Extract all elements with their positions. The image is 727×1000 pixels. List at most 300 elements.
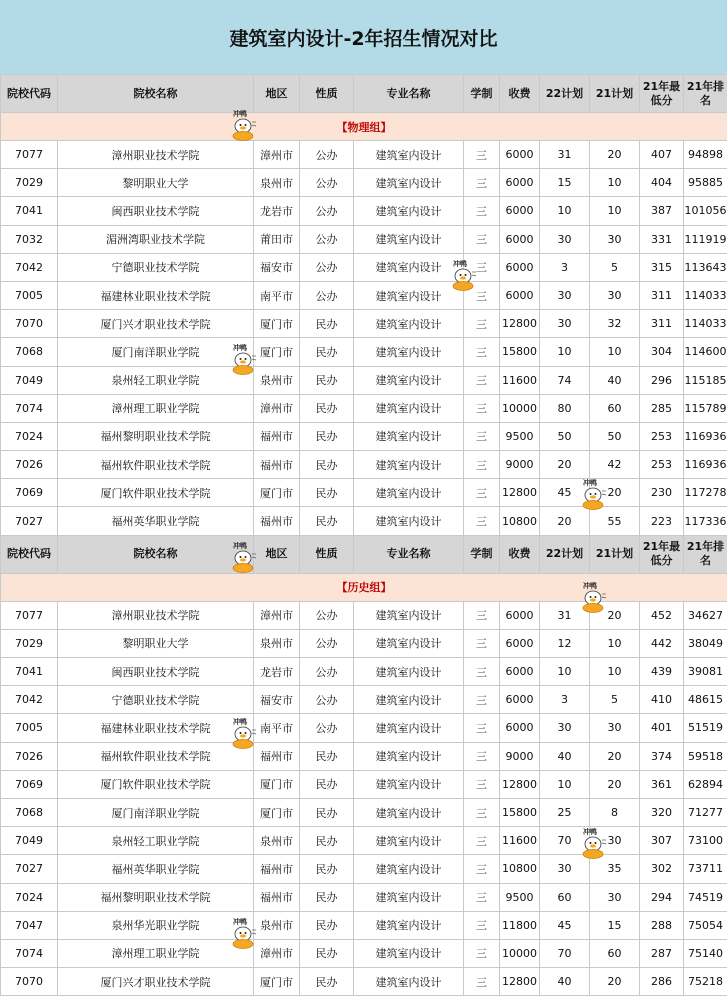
column-header-code: 院校代码 <box>1 75 58 113</box>
cell-region: 厦门市 <box>254 310 300 338</box>
cell-major: 建筑室内设计 <box>354 225 464 253</box>
duck-sticker-icon <box>448 258 478 292</box>
cell-fee: 10000 <box>500 939 540 967</box>
cell-years: 三 <box>464 281 500 309</box>
cell-school: 厦门兴才职业技术学院 <box>58 968 254 996</box>
svg-text:冲鸭: 冲鸭 <box>583 582 597 590</box>
cell-type: 民办 <box>300 770 354 798</box>
cell-school: 泉州轻工职业学院 <box>58 827 254 855</box>
cell-min21: 311 <box>640 281 684 309</box>
cell-code: 7005 <box>1 714 58 742</box>
svg-text:冲鸭: 冲鸭 <box>233 344 247 352</box>
cell-rank21: 115789 <box>684 394 727 422</box>
cell-code: 7005 <box>1 281 58 309</box>
cell-region: 南平市 <box>254 281 300 309</box>
cell-plan22: 45 <box>540 911 590 939</box>
cell-plan22: 40 <box>540 968 590 996</box>
cell-type: 公办 <box>300 225 354 253</box>
cell-plan22: 30 <box>540 855 590 883</box>
cell-plan21: 50 <box>590 422 640 450</box>
cell-years: 三 <box>464 169 500 197</box>
cell-plan21: 8 <box>590 798 640 826</box>
cell-years: 三 <box>464 601 500 629</box>
cell-plan22: 10 <box>540 658 590 686</box>
column-header-region: 地区 <box>254 535 300 573</box>
cell-code: 7068 <box>1 338 58 366</box>
cell-school: 漳州理工职业学院 <box>58 939 254 967</box>
cell-school: 厦门软件职业技术学院 <box>58 479 254 507</box>
cell-region: 漳州市 <box>254 939 300 967</box>
cell-code: 7024 <box>1 422 58 450</box>
cell-major: 建筑室内设计 <box>354 479 464 507</box>
cell-plan21: 10 <box>590 658 640 686</box>
column-header-plan21: 21计划 <box>590 75 640 113</box>
cell-rank21: 115185 <box>684 366 727 394</box>
cell-plan22: 20 <box>540 451 590 479</box>
cell-school: 福州英华职业学院 <box>58 507 254 535</box>
cell-years: 三 <box>464 451 500 479</box>
table-row <box>1 658 727 686</box>
cell-fee: 6000 <box>500 281 540 309</box>
table-row <box>1 253 727 281</box>
table-row <box>1 479 727 507</box>
column-header-fee: 收费 <box>500 535 540 573</box>
cell-plan22: 70 <box>540 939 590 967</box>
cell-plan21: 40 <box>590 366 640 394</box>
cell-min21: 230 <box>640 479 684 507</box>
cell-min21: 286 <box>640 968 684 996</box>
cell-major: 建筑室内设计 <box>354 968 464 996</box>
cell-region: 福州市 <box>254 422 300 450</box>
cell-major: 建筑室内设计 <box>354 658 464 686</box>
cell-major: 建筑室内设计 <box>354 629 464 657</box>
admission-table <box>0 74 727 996</box>
cell-major: 建筑室内设计 <box>354 507 464 535</box>
table-row <box>1 169 727 197</box>
cell-type: 民办 <box>300 338 354 366</box>
duck-sticker-icon <box>228 916 258 950</box>
svg-text:冲鸭: 冲鸭 <box>583 479 597 487</box>
cell-type: 公办 <box>300 714 354 742</box>
cell-code: 7070 <box>1 310 58 338</box>
cell-type: 公办 <box>300 658 354 686</box>
cell-code: 7077 <box>1 601 58 629</box>
cell-years: 三 <box>464 770 500 798</box>
cell-school: 福建林业职业技术学院 <box>58 281 254 309</box>
cell-code: 7069 <box>1 770 58 798</box>
cell-type: 民办 <box>300 366 354 394</box>
table-row <box>1 770 727 798</box>
cell-min21: 410 <box>640 686 684 714</box>
cell-rank21: 75218 <box>684 968 727 996</box>
cell-major: 建筑室内设计 <box>354 253 464 281</box>
cell-plan21: 60 <box>590 394 640 422</box>
cell-major: 建筑室内设计 <box>354 601 464 629</box>
cell-type: 民办 <box>300 507 354 535</box>
cell-plan21: 60 <box>590 939 640 967</box>
column-header-school: 院校名称 <box>58 75 254 113</box>
cell-years: 三 <box>464 686 500 714</box>
cell-region: 厦门市 <box>254 968 300 996</box>
cell-plan22: 20 <box>540 507 590 535</box>
cell-years: 三 <box>464 798 500 826</box>
cell-years: 三 <box>464 827 500 855</box>
cell-major: 建筑室内设计 <box>354 883 464 911</box>
cell-plan22: 50 <box>540 422 590 450</box>
cell-type: 公办 <box>300 629 354 657</box>
cell-school: 厦门南洋职业学院 <box>58 338 254 366</box>
table-row <box>1 338 727 366</box>
cell-type: 民办 <box>300 883 354 911</box>
cell-type: 民办 <box>300 394 354 422</box>
svg-text:冲鸭: 冲鸭 <box>583 828 597 836</box>
cell-school: 漳州职业技术学院 <box>58 601 254 629</box>
cell-region: 福州市 <box>254 742 300 770</box>
cell-major: 建筑室内设计 <box>354 366 464 394</box>
cell-major: 建筑室内设计 <box>354 197 464 225</box>
column-header-min21: 21年最低分 <box>640 535 684 573</box>
cell-region: 漳州市 <box>254 601 300 629</box>
svg-text:冲鸭: 冲鸭 <box>233 718 247 726</box>
cell-code: 7049 <box>1 366 58 394</box>
cell-region: 泉州市 <box>254 366 300 394</box>
cell-fee: 6000 <box>500 169 540 197</box>
cell-code: 7049 <box>1 827 58 855</box>
cell-fee: 12800 <box>500 479 540 507</box>
cell-region: 南平市 <box>254 714 300 742</box>
table-row <box>1 714 727 742</box>
cell-major: 建筑室内设计 <box>354 141 464 169</box>
cell-major: 建筑室内设计 <box>354 827 464 855</box>
cell-plan21: 20 <box>590 479 640 507</box>
cell-plan22: 74 <box>540 366 590 394</box>
cell-plan22: 10 <box>540 197 590 225</box>
cell-plan21: 55 <box>590 507 640 535</box>
cell-plan21: 20 <box>590 601 640 629</box>
cell-region: 泉州市 <box>254 169 300 197</box>
cell-years: 三 <box>464 394 500 422</box>
cell-fee: 9000 <box>500 742 540 770</box>
table-row <box>1 686 727 714</box>
cell-type: 民办 <box>300 911 354 939</box>
cell-rank21: 73100 <box>684 827 727 855</box>
cell-major: 建筑室内设计 <box>354 770 464 798</box>
table-row <box>1 855 727 883</box>
cell-min21: 407 <box>640 141 684 169</box>
cell-code: 7074 <box>1 939 58 967</box>
cell-plan22: 80 <box>540 394 590 422</box>
cell-region: 漳州市 <box>254 394 300 422</box>
cell-rank21: 116936 <box>684 451 727 479</box>
duck-sticker-icon <box>228 716 258 750</box>
cell-major: 建筑室内设计 <box>354 394 464 422</box>
cell-rank21: 117336 <box>684 507 727 535</box>
cell-min21: 296 <box>640 366 684 394</box>
cell-region: 福州市 <box>254 855 300 883</box>
cell-rank21: 113643 <box>684 253 727 281</box>
cell-major: 建筑室内设计 <box>354 451 464 479</box>
cell-fee: 6000 <box>500 629 540 657</box>
cell-fee: 10000 <box>500 394 540 422</box>
cell-school: 福州黎明职业技术学院 <box>58 422 254 450</box>
table-row <box>1 197 727 225</box>
cell-plan21: 15 <box>590 911 640 939</box>
cell-rank21: 59518 <box>684 742 727 770</box>
cell-fee: 6000 <box>500 141 540 169</box>
cell-years: 三 <box>464 366 500 394</box>
table-row <box>1 742 727 770</box>
cell-region: 福州市 <box>254 883 300 911</box>
cell-rank21: 114033 <box>684 281 727 309</box>
table-row <box>1 629 727 657</box>
cell-min21: 442 <box>640 629 684 657</box>
cell-region: 泉州市 <box>254 911 300 939</box>
cell-plan22: 30 <box>540 225 590 253</box>
column-header-region: 地区 <box>254 75 300 113</box>
cell-fee: 11600 <box>500 366 540 394</box>
cell-years: 三 <box>464 939 500 967</box>
cell-type: 民办 <box>300 422 354 450</box>
cell-min21: 452 <box>640 601 684 629</box>
cell-school: 黎明职业大学 <box>58 629 254 657</box>
cell-plan22: 12 <box>540 629 590 657</box>
cell-region: 福州市 <box>254 451 300 479</box>
cell-plan22: 30 <box>540 714 590 742</box>
cell-plan21: 42 <box>590 451 640 479</box>
cell-code: 7026 <box>1 451 58 479</box>
cell-region: 福安市 <box>254 253 300 281</box>
cell-rank21: 73711 <box>684 855 727 883</box>
cell-region: 莆田市 <box>254 225 300 253</box>
table-row <box>1 225 727 253</box>
cell-min21: 331 <box>640 225 684 253</box>
cell-years: 三 <box>464 658 500 686</box>
cell-major: 建筑室内设计 <box>354 169 464 197</box>
column-header-years: 学制 <box>464 535 500 573</box>
column-header-type: 性质 <box>300 535 354 573</box>
cell-plan22: 30 <box>540 281 590 309</box>
cell-min21: 439 <box>640 658 684 686</box>
cell-fee: 15800 <box>500 798 540 826</box>
cell-plan21: 5 <box>590 686 640 714</box>
cell-rank21: 34627 <box>684 601 727 629</box>
cell-plan21: 30 <box>590 883 640 911</box>
group-row <box>1 113 727 141</box>
cell-school: 闽西职业技术学院 <box>58 197 254 225</box>
cell-fee: 11600 <box>500 827 540 855</box>
cell-rank21: 39081 <box>684 658 727 686</box>
cell-school: 泉州轻工职业学院 <box>58 366 254 394</box>
table-row <box>1 798 727 826</box>
cell-min21: 302 <box>640 855 684 883</box>
cell-rank21: 51519 <box>684 714 727 742</box>
cell-code: 7042 <box>1 253 58 281</box>
cell-type: 公办 <box>300 169 354 197</box>
cell-type: 民办 <box>300 310 354 338</box>
table-row <box>1 601 727 629</box>
cell-major: 建筑室内设计 <box>354 855 464 883</box>
cell-rank21: 117278 <box>684 479 727 507</box>
cell-school: 福州软件职业技术学院 <box>58 742 254 770</box>
cell-type: 公办 <box>300 253 354 281</box>
cell-min21: 361 <box>640 770 684 798</box>
cell-years: 三 <box>464 629 500 657</box>
duck-sticker-icon <box>228 540 258 574</box>
column-header-plan22: 22计划 <box>540 535 590 573</box>
cell-type: 公办 <box>300 141 354 169</box>
cell-min21: 253 <box>640 451 684 479</box>
cell-school: 福建林业职业技术学院 <box>58 714 254 742</box>
cell-rank21: 101056 <box>684 197 727 225</box>
group-label: 【物理组】 <box>1 113 727 141</box>
cell-type: 民办 <box>300 827 354 855</box>
column-header-major: 专业名称 <box>354 535 464 573</box>
cell-plan22: 10 <box>540 338 590 366</box>
cell-school: 福州黎明职业技术学院 <box>58 883 254 911</box>
cell-major: 建筑室内设计 <box>354 714 464 742</box>
cell-rank21: 116936 <box>684 422 727 450</box>
column-header-major: 专业名称 <box>354 75 464 113</box>
cell-plan22: 31 <box>540 141 590 169</box>
cell-type: 公办 <box>300 686 354 714</box>
table-row <box>1 911 727 939</box>
cell-min21: 311 <box>640 310 684 338</box>
cell-rank21: 48615 <box>684 686 727 714</box>
cell-code: 7042 <box>1 686 58 714</box>
cell-fee: 12800 <box>500 968 540 996</box>
cell-min21: 315 <box>640 253 684 281</box>
svg-text:冲鸭: 冲鸭 <box>233 918 247 926</box>
cell-code: 7074 <box>1 394 58 422</box>
cell-rank21: 71277 <box>684 798 727 826</box>
cell-region: 泉州市 <box>254 827 300 855</box>
cell-plan21: 30 <box>590 827 640 855</box>
cell-plan21: 20 <box>590 141 640 169</box>
cell-school: 黎明职业大学 <box>58 169 254 197</box>
cell-code: 7077 <box>1 141 58 169</box>
group-label: 【历史组】 <box>1 573 727 601</box>
cell-school: 厦门软件职业技术学院 <box>58 770 254 798</box>
table-row <box>1 310 727 338</box>
cell-rank21: 74519 <box>684 883 727 911</box>
table-row <box>1 939 727 967</box>
table-row <box>1 507 727 535</box>
cell-major: 建筑室内设计 <box>354 742 464 770</box>
cell-years: 三 <box>464 338 500 366</box>
cell-plan22: 3 <box>540 253 590 281</box>
column-header-plan22: 22计划 <box>540 75 590 113</box>
cell-fee: 9000 <box>500 451 540 479</box>
table-row <box>1 883 727 911</box>
cell-min21: 404 <box>640 169 684 197</box>
cell-plan21: 20 <box>590 742 640 770</box>
cell-fee: 6000 <box>500 197 540 225</box>
cell-code: 7029 <box>1 629 58 657</box>
cell-type: 民办 <box>300 798 354 826</box>
cell-major: 建筑室内设计 <box>354 686 464 714</box>
cell-rank21: 38049 <box>684 629 727 657</box>
duck-sticker-icon <box>578 477 608 511</box>
table-header-row <box>1 535 727 573</box>
table-row <box>1 451 727 479</box>
svg-text:冲鸭: 冲鸭 <box>233 110 247 118</box>
cell-plan22: 40 <box>540 742 590 770</box>
cell-plan21: 30 <box>590 714 640 742</box>
cell-major: 建筑室内设计 <box>354 422 464 450</box>
cell-fee: 10800 <box>500 507 540 535</box>
cell-type: 民办 <box>300 742 354 770</box>
cell-min21: 374 <box>640 742 684 770</box>
cell-plan22: 31 <box>540 601 590 629</box>
cell-plan22: 45 <box>540 479 590 507</box>
cell-code: 7047 <box>1 911 58 939</box>
column-header-plan21: 21计划 <box>590 535 640 573</box>
cell-plan21: 10 <box>590 338 640 366</box>
cell-years: 三 <box>464 253 500 281</box>
cell-plan21: 35 <box>590 855 640 883</box>
cell-fee: 6000 <box>500 658 540 686</box>
column-header-type: 性质 <box>300 75 354 113</box>
cell-major: 建筑室内设计 <box>354 798 464 826</box>
cell-rank21: 114600 <box>684 338 727 366</box>
cell-plan22: 30 <box>540 310 590 338</box>
table-row <box>1 281 727 309</box>
cell-fee: 6000 <box>500 253 540 281</box>
cell-major: 建筑室内设计 <box>354 281 464 309</box>
cell-plan21: 20 <box>590 968 640 996</box>
cell-years: 三 <box>464 855 500 883</box>
cell-plan22: 10 <box>540 770 590 798</box>
cell-type: 民办 <box>300 939 354 967</box>
cell-major: 建筑室内设计 <box>354 338 464 366</box>
cell-rank21: 94898 <box>684 141 727 169</box>
table-row <box>1 968 727 996</box>
table-header-row <box>1 75 727 113</box>
svg-text:冲鸭: 冲鸭 <box>233 542 247 550</box>
cell-min21: 304 <box>640 338 684 366</box>
cell-plan22: 3 <box>540 686 590 714</box>
cell-plan21: 10 <box>590 169 640 197</box>
column-header-school: 院校名称 <box>58 535 254 573</box>
cell-region: 泉州市 <box>254 629 300 657</box>
cell-rank21: 95885 <box>684 169 727 197</box>
cell-plan21: 20 <box>590 770 640 798</box>
cell-code: 7027 <box>1 507 58 535</box>
table-row <box>1 422 727 450</box>
cell-plan21: 30 <box>590 281 640 309</box>
table-row <box>1 394 727 422</box>
cell-major: 建筑室内设计 <box>354 939 464 967</box>
column-header-rank21: 21年排名 <box>684 75 727 113</box>
cell-min21: 253 <box>640 422 684 450</box>
cell-years: 三 <box>464 883 500 911</box>
cell-years: 三 <box>464 141 500 169</box>
cell-school: 闽西职业技术学院 <box>58 658 254 686</box>
cell-type: 民办 <box>300 968 354 996</box>
duck-sticker-icon <box>578 826 608 860</box>
cell-years: 三 <box>464 479 500 507</box>
cell-years: 三 <box>464 714 500 742</box>
cell-type: 公办 <box>300 281 354 309</box>
cell-school: 泉州华光职业学院 <box>58 911 254 939</box>
cell-min21: 223 <box>640 507 684 535</box>
svg-text:冲鸭: 冲鸭 <box>453 260 467 268</box>
cell-code: 7041 <box>1 197 58 225</box>
cell-fee: 9500 <box>500 422 540 450</box>
cell-years: 三 <box>464 911 500 939</box>
cell-region: 龙岩市 <box>254 197 300 225</box>
duck-sticker-icon <box>228 342 258 376</box>
